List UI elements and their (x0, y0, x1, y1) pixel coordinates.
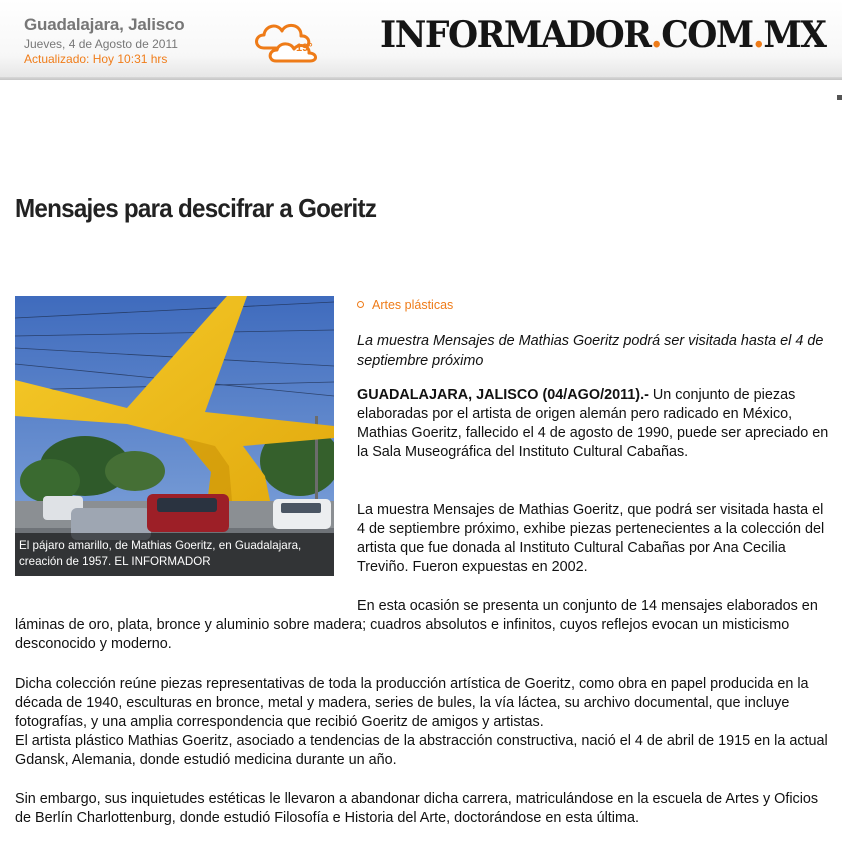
header-divider (0, 77, 842, 80)
site-header (0, 0, 842, 80)
header-date: Jueves, 4 de Agosto de 2011 (24, 37, 178, 51)
article-deck: La muestra Mensajes de Mathias Goeritz podrá ser visitada hasta el 4 de septiembre próximo (357, 333, 824, 369)
section-label: Artes plásticas (372, 298, 454, 312)
article-paragraph-5: El artista plástico Mathias Goeritz, asociado a tendencias de la abstracción constructiva, nació el 4 de abril de 1915 en la actual Gdansk, Alemania, donde estudió medicina durante un año. (15, 733, 828, 768)
header-city: Guadalajara, Jalisco (24, 15, 185, 34)
section-link-artes-plasticas[interactable] (357, 298, 453, 312)
article-paragraph-4: Dicha colección reúne piezas representativas de toda la producción artística de Goeritz, como obra en papel producida en la década de 1940, esculturas en bronce, metal y madera, series de bules, la vía láctea, su archivo documental, que incluye fotografías, y una amplia correspondencia que recibió Goeritz de amigos y artistas. (15, 676, 809, 730)
circle-bullet-icon (357, 301, 364, 308)
photo-caption: El pájaro amarillo, de Mathias Goeritz, en Guadalajara, creación de 1957. EL INFORMADOR (15, 533, 334, 576)
paragraph-1-text: Un conjunto de piezas elaboradas por el artista de origen alemán pero radicado en México, Mathias Goeritz, fallecido el 4 de agosto de 1990, puede ser apreciado en la Sala Museográfica del Instituto Cultural Cabañas. (357, 387, 829, 460)
scrollbar-marker[interactable] (837, 95, 842, 100)
article-title: Mensajes para descifrar a Goeritz (15, 193, 377, 223)
logo-text-com: COM (661, 14, 753, 56)
temperature-value: 19° (296, 42, 313, 54)
article-paragraph-1 (357, 386, 832, 462)
header-updated: Actualizado: Hoy 10:31 hrs (24, 52, 168, 66)
article-paragraph-3: En esta ocasión se presenta un conjunto de 14 mensajes elaborados en láminas de oro, plata, bronce y aluminio sobre madera; cuadros absolutos e infinitos, cuyos reflejos evocan un misticismo desconocido y moderno. (15, 598, 818, 652)
article-paragraph-2: La muestra Mensajes de Mathias Goeritz, que podrá ser visitada hasta el 4 de septiembre próximo, exhibe piezas pertenecientes a la colección del artista que fue donada al Instituto Cultural Cabañas por Ana Cecilia Treviño. Fueron expuestas en 2002. (357, 502, 825, 575)
article-dateline: GUADALAJARA, JALISCO (04/AGO/2011).- (357, 387, 649, 403)
logo-dot: . (752, 14, 764, 56)
site-logo[interactable] (380, 14, 826, 56)
logo-text-mx: MX (763, 14, 826, 56)
logo-dot: . (650, 14, 662, 56)
logo-text-informador: INFORMADOR (380, 14, 651, 56)
article-paragraph-6: Sin embargo, sus inquietudes estéticas le llevaron a abandonar dicha carrera, matriculándose en la escuela de Artes y Oficios de Berlín Charlottenburg, donde estudió Filosofía e Historia del Arte, doctorándose en esta última. (15, 791, 819, 826)
cloudy-icon[interactable] (250, 18, 330, 66)
article-photo[interactable] (15, 296, 334, 576)
